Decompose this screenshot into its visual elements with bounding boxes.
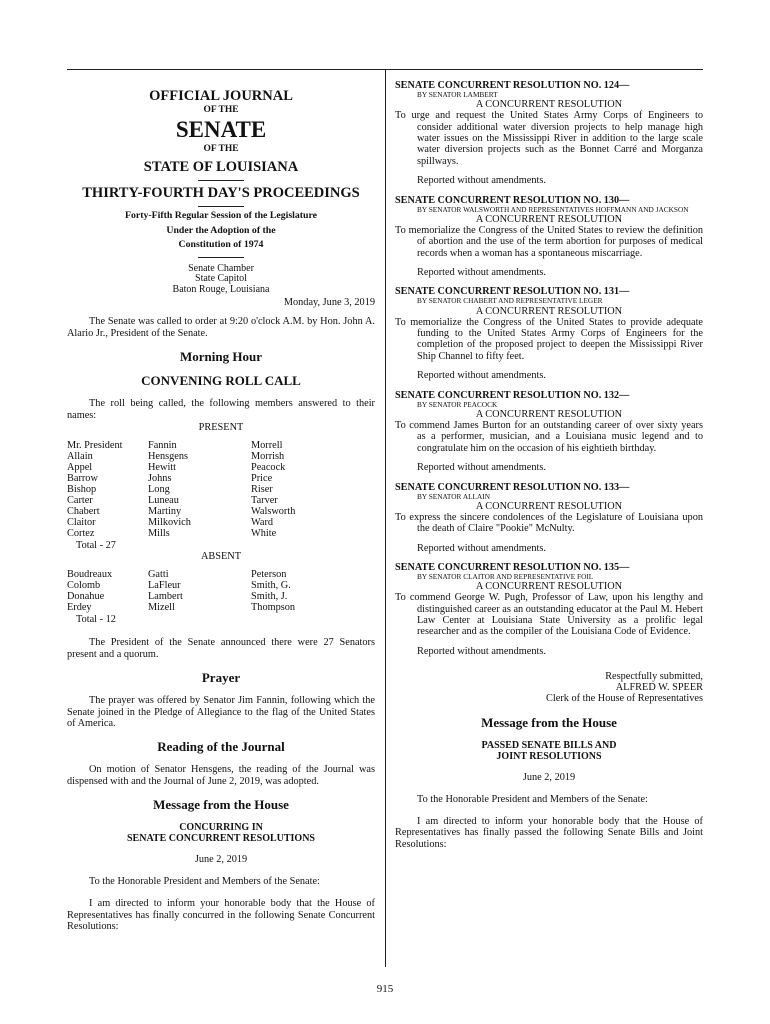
senator-name: Ward [251,516,274,528]
senator-name: Peterson [251,569,287,581]
resolution-type: A CONCURRENT RESOLUTION [475,99,623,111]
left-column [67,80,375,943]
senator-name: Barrow [67,473,98,485]
of-the-label: OF THE [203,105,239,115]
senator-name: Appel [67,462,93,474]
call-to-order: The Senate was called to order at 9:20 o'clock A.M. by Hon. John A. Alario Jr., President of the Senate. [67,316,375,339]
senator-name: Smith, G. [251,580,291,592]
morning-hour-heading: Morning Hour [180,349,262,365]
column-divider [385,69,386,967]
resolution-reported: Reported without amendments. [417,645,546,657]
senator-name: Gatti [148,569,169,581]
divider [198,257,244,258]
senator-name: Cortez [67,527,95,539]
senator-name: Hensgens [148,451,189,463]
resolution-author: BY SENATOR WALSWORTH AND REPRESENTATIVES HOFFMANN AND JACKSON [417,204,689,214]
resolution-title: SENATE CONCURRENT RESOLUTION NO. 130— [395,194,630,206]
resolution-entry [395,80,703,187]
senator-name: Allain [67,451,93,463]
prayer-heading: Prayer [201,670,241,686]
divider [198,180,244,181]
senator-name: Milkovich [148,516,191,528]
resolution-text: To memorialize the Congress of the United States to review the definition of abortion and the use of the term abortion for purposes of medical records when a woman has a spontaneous miscarriage. [395,224,703,259]
senator-name: Colomb [67,580,101,592]
session-line: Under the Adoption of the [166,224,276,236]
resolution-entry [395,482,703,554]
resolution-type: A CONCURRENT RESOLUTION [475,305,623,317]
roll-call-heading: CONVENING ROLL CALL [141,373,301,389]
concurring-subhead: CONCURRING IN [179,822,263,834]
reading-text: On motion of Senator Hensgens, the reading of the Journal was dispensed with and the Journal of June 2, 2019, was adopted. [67,764,375,787]
session-date: Monday, June 3, 2019 [283,297,375,308]
message-heading: Message from the House [481,715,617,731]
reading-heading: Reading of the Journal [157,739,285,755]
state-title: STATE OF LOUISIANA [143,159,299,175]
senator-name: Martiny [148,505,182,517]
senator-name: Mr. President [67,440,123,452]
senator-name: Donahue [67,591,105,603]
senator-name: Walsworth [251,505,296,517]
respectfully-submitted: Respectfully submitted, [605,671,703,683]
resolution-title: SENATE CONCURRENT RESOLUTION NO. 133— [395,481,630,493]
session-line: Forty-Fifth Regular Session of the Legislature [124,210,318,221]
resolution-type: A CONCURRENT RESOLUTION [475,500,623,512]
quorum-text: The President of the Senate announced there were 27 Senators present and a quorum. [67,637,375,660]
resolution-text: To express the sincere condolences of the Legislature of Louisiana upon the death of Claire "Pookie" McNulty. [395,511,703,535]
senator-name: Chabert [67,505,100,517]
resolution-entry [395,390,703,474]
resolution-entry [395,286,703,381]
senator-name: Mizell [148,602,175,614]
page-number: 915 [376,983,394,995]
senator-name: Hewitt [148,462,177,474]
resolution-author: BY SENATOR CHABERT AND REPRESENTATIVE LEGER [417,296,603,306]
present-list [67,441,375,539]
senator-name: Price [251,473,273,485]
roll-intro: The roll being called, the following members answered to their names: [67,398,375,421]
resolution-type: A CONCURRENT RESOLUTION [475,581,623,593]
resolution-entry [395,562,703,657]
place-line: Baton Rouge, Louisiana [172,283,270,295]
senator-name: Peacock [251,462,286,474]
salutation: To the Honorable President and Members of the Senate: [417,793,648,805]
senator-name: Smith, J. [251,591,288,603]
resolution-list [395,80,703,657]
resolution-author: BY SENATOR CLAITOR AND REPRESENTATIVE FOIL [417,571,594,581]
present-total: Total - 27 [76,539,116,551]
resolution-title: SENATE CONCURRENT RESOLUTION NO. 132— [395,389,630,401]
right-column [395,80,703,861]
resolution-type: A CONCURRENT RESOLUTION [475,213,623,225]
resolution-text: To commend James Burton for an outstanding career of over sixty years as a performer, musician, and a Louisiana music legend and to congratulate him on the occasion of his eightieth birthday. [395,419,703,454]
senator-name: Boudreaux [67,569,113,581]
senator-name: Luneau [148,494,179,506]
senator-name: Erdey [67,602,92,614]
clerk-title: Clerk of the House of Representatives [546,693,703,705]
salutation: To the Honorable President and Members of the Senate: [89,875,320,887]
resolution-reported: Reported without amendments. [417,175,546,187]
concurring-subhead: SENATE CONCURRENT RESOLUTIONS [126,833,315,845]
message-date: June 2, 2019 [522,772,576,784]
resolution-reported: Reported without amendments. [417,370,546,382]
resolution-title: SENATE CONCURRENT RESOLUTION NO. 131— [395,286,630,298]
passed-subhead: PASSED SENATE BILLS AND [481,740,617,752]
senator-name: Claitor [67,516,96,528]
absent-list [67,570,375,614]
passed-subhead: JOINT RESOLUTIONS [496,751,602,763]
resolution-author: BY SENATOR PEACOCK [417,399,498,409]
absent-label: ABSENT [200,551,242,562]
journal-title: OFFICIAL JOURNAL [149,88,293,104]
resolution-reported: Reported without amendments. [417,542,546,554]
senator-name: Mills [148,527,170,539]
resolution-type: A CONCURRENT RESOLUTION [475,408,623,420]
senator-name: White [251,527,277,539]
prayer-text: The prayer was offered by Senator Jim Fannin, following which the Senate joined in the Pledge of Allegiance to the flag of the United States of America. [67,695,375,730]
senator-name: Bishop [67,484,97,496]
senator-name: Tarver [251,494,278,506]
senate-title: SENATE [175,117,267,142]
proceedings-title: THIRTY-FOURTH DAY'S PROCEEDINGS [82,185,360,201]
resolution-text: To commend George W. Pugh, Professor of Law, upon his lengthy and distinguished career as an outstanding educator at the Paul M. Hebert Law Center at Louisiana State University as a prolific legal researcher and as the compiler of the Louisiana Code of Evidence. [395,592,703,638]
resolution-entry [395,195,703,279]
resolution-text: To memorialize the Congress of the United States to provide adequate funding to the United States Army Corps of Engineers for the completion of the proposed project to deepen the Mississippi River Ship Channel to fifty feet. [395,316,703,362]
present-label: PRESENT [198,422,244,434]
session-line: Constitution of 1974 [178,239,264,250]
directed-text: I am directed to inform your honorable body that the House of Representatives has finally concurred in the following Senate Concurrent Resolutions: [67,898,375,932]
divider [198,206,244,207]
resolution-author: BY SENATOR LAMBERT [417,90,498,99]
message-date: June 2, 2019 [194,854,248,866]
signature-block [395,671,703,704]
senator-name: Fannin [148,440,177,452]
senator-name: Riser [251,484,273,496]
clerk-name: ALFRED W. SPEER [615,682,703,694]
message-heading: Message from the House [153,797,289,813]
of-the-label: OF THE [203,144,239,154]
senator-name: LaFleur [148,580,181,592]
senator-name: Lambert [148,591,183,603]
absent-total: Total - 12 [76,614,116,626]
place-line: Senate Chamber [188,262,254,274]
resolution-reported: Reported without amendments. [417,462,546,474]
senator-name: Thompson [251,602,296,614]
senator-name: Morrish [251,451,285,463]
resolution-text: To urge and request the United States Army Corps of Engineers to consider additional water diversion projects to help manage high water issues on the Mississippi River in addition to the large scale water diversion projects such as the Bonnet Carré and Morganza spillways. [395,110,703,167]
senator-name: Long [148,484,170,496]
senator-name: Carter [67,494,93,506]
place-line: State Capitol [195,273,247,284]
senator-name: Johns [148,473,172,485]
senator-name: Morrell [251,440,283,452]
directed-text: I am directed to inform your honorable body that the House of Representatives has finally passed the following Senate Bills and Joint Resolutions: [395,816,703,850]
resolution-reported: Reported without amendments. [417,267,546,279]
resolution-title: SENATE CONCURRENT RESOLUTION NO. 124— [395,80,630,91]
resolution-author: BY SENATOR ALLAIN [417,491,490,501]
resolution-title: SENATE CONCURRENT RESOLUTION NO. 135— [395,561,630,573]
